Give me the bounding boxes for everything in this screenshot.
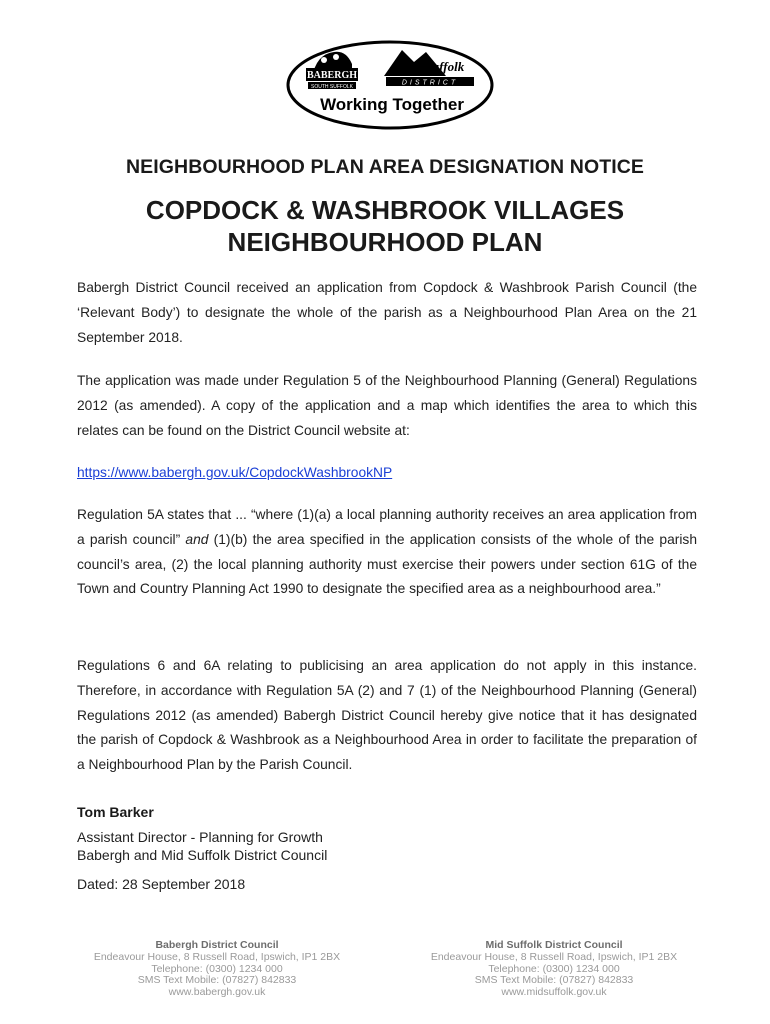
footer-babergh-web[interactable]: www.babergh.gov.uk — [168, 986, 266, 999]
footer-midsuffolk — [404, 940, 704, 999]
regulation-5a-and: and — [185, 531, 209, 547]
date-issued: Dated: 28 September 2018 — [77, 876, 246, 892]
footer-midsuffolk-sms: SMS Text Mobile: (07827) 842833 — [474, 974, 634, 987]
council-website-link[interactable]: https://www.babergh.gov.uk/CopdockWashbrookNP — [77, 465, 393, 480]
logo-tagline: Working Together — [320, 95, 464, 114]
regulation-5a-text-end: (1)(b) the area specified in the application consists of the whole of the parish council’s area, (2) the local planning authority must exercise their powers under section 61G of the Town and Country Planning Act 1990 to designate the specified area as a neighbourhood area.” — [77, 531, 697, 597]
footer-babergh-phone: Telephone: (0300) 1234 000 — [151, 962, 283, 975]
regulation-5a-text-start: Regulation 5A states that ... “where (1)(a) a local planning authority receives an area application from a parish council” — [77, 507, 697, 547]
title-line-2: NEIGHBOURHOOD PLAN — [227, 227, 543, 257]
logo-midsuffolk-sub: DISTRICT — [401, 79, 459, 87]
website-link-paragraph — [77, 461, 697, 486]
paragraph-designation: Regulations 6 and 6A relating to publicising an area application do not apply in this instance. Therefore, in accordance with Regulation 5A (2) and 7 (1) of the Neighbourhood Planning (General) Regulations 2012 (as amended) Babergh District Council hereby give notice that it has designated the parish of Copdock & Washbrook as a Neighbourhood Area in order to facilitate the preparation of a Neighbourhood Plan by the Parish Council. — [77, 658, 697, 773]
footer-babergh-name: Babergh District Council — [155, 939, 279, 951]
footer-midsuffolk-name: Mid Suffolk District Council — [485, 939, 623, 951]
signatory-role: Assistant Director - Planning for Growth — [77, 829, 323, 845]
paragraph-regulation-5a — [77, 503, 697, 602]
page-title — [0, 194, 770, 258]
title-line-1: COPDOCK & WASHBROOK VILLAGES — [145, 195, 625, 225]
paragraph-regulation-5: The application was made under Regulation 5 of the Neighbourhood Planning (General) Regulations 2012 (as amended). A copy of the application and a map which identifies the area to which this relates can be found on the District Council website at: — [77, 373, 697, 438]
signatory-name: Tom Barker — [77, 804, 154, 820]
notice-heading: NEIGHBOURHOOD PLAN AREA DESIGNATION NOTICE — [125, 156, 645, 178]
logo-babergh-sub: SOUTH SUFFOLK — [311, 84, 353, 90]
footer-babergh — [67, 940, 367, 999]
signatory-organisation: Babergh and Mid Suffolk District Council — [77, 847, 328, 863]
logo-midsuffolk-text: Mid Suffolk — [399, 59, 465, 74]
working-together-logo — [286, 40, 494, 130]
footer-midsuffolk-address: Endeavour House, 8 Russell Road, Ipswich, IP1 2BX — [430, 950, 678, 963]
footer-babergh-sms: SMS Text Mobile: (07827) 842833 — [137, 974, 297, 987]
paragraph-application-received: Babergh District Council received an application from Copdock & Washbrook Parish Council (the ‘Relevant Body’) to designate the whole of the parish as a Neighbourhood Plan Area on the 21 September 2018. — [77, 280, 697, 345]
footer-babergh-address: Endeavour House, 8 Russell Road, Ipswich, IP1 2BX — [93, 950, 341, 963]
logo-babergh-text: BABERGH — [306, 70, 358, 81]
footer-midsuffolk-phone: Telephone: (0300) 1234 000 — [488, 962, 620, 975]
footer-midsuffolk-web[interactable]: www.midsuffolk.gov.uk — [501, 986, 607, 999]
